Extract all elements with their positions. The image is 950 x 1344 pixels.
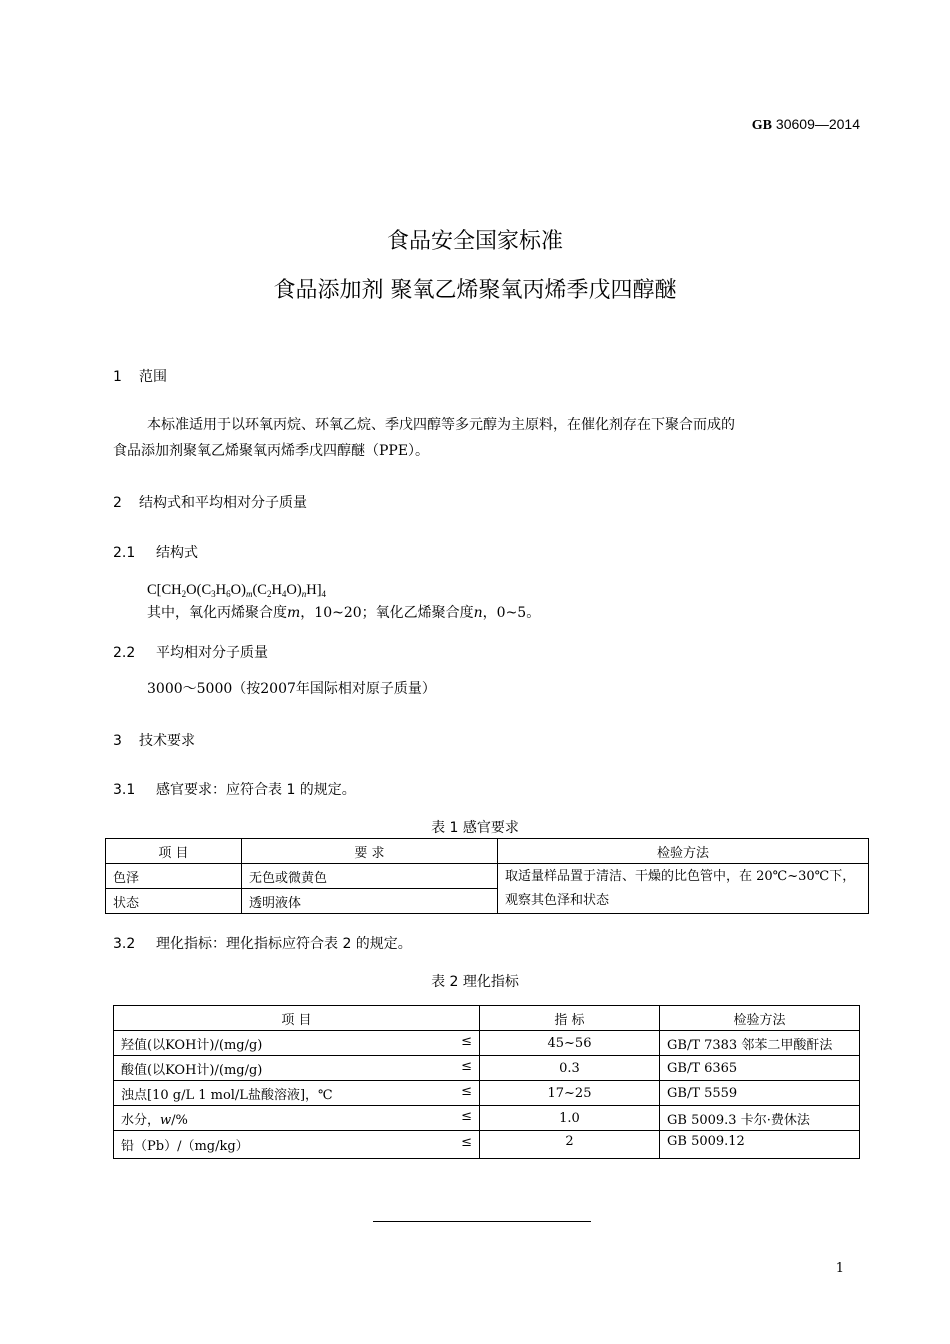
section-2-1-heading: 2.1 结构式 <box>113 545 198 561</box>
table2-header-index: 指 标 <box>480 1006 660 1031</box>
table2 <box>113 1005 860 1159</box>
table-row <box>114 1081 860 1106</box>
section-3-1-heading: 3.1 感官要求：应符合表 1 的规定。 <box>113 782 356 798</box>
table2-caption: 表 2 理化指标 <box>431 974 519 990</box>
table1-cell-requirement: 无色或微黄色 <box>242 864 498 889</box>
table2-cell-item: 浊点[10 g/L 1 mol/L盐酸溶液]，℃ ≤ <box>114 1081 480 1106</box>
table1-header-requirement: 要 求 <box>242 839 498 864</box>
table2-cell-method: GB/T 7383 邻苯二甲酸酐法 <box>660 1031 860 1056</box>
table2-cell-method: GB/T 6365 <box>660 1056 860 1081</box>
page-number: 1 <box>835 1261 844 1276</box>
table-row <box>106 864 869 889</box>
table1-cell-requirement: 透明液体 <box>242 889 498 914</box>
table2-cell-value: 2 <box>480 1131 660 1159</box>
table-row <box>114 1131 860 1159</box>
table1-header-item: 项 目 <box>106 839 242 864</box>
table2-header-row <box>114 1006 860 1031</box>
table1-header-row <box>106 839 869 864</box>
section-1-heading: 1 范围 <box>113 369 167 385</box>
table2-cell-method: GB/T 5559 <box>660 1081 860 1106</box>
table1-header-method: 检验方法 <box>498 839 869 864</box>
table2-cell-value: 45~56 <box>480 1031 660 1056</box>
standard-number: GB 30609—2014 <box>751 116 860 133</box>
doc-title-line1: 食品安全国家标准 <box>386 229 563 254</box>
table-row <box>114 1056 860 1081</box>
molecular-mass-text: 3000～5000（按2007年国际相对原子质量） <box>147 681 436 697</box>
section-3-2-heading: 3.2 理化指标：理化指标应符合表 2 的规定。 <box>113 936 412 952</box>
table2-cell-method: GB 5009.3 卡尔·费休法 <box>660 1106 860 1131</box>
table2-cell-item: 羟值(以KOH计)/(mg/g) ≤ <box>114 1031 480 1056</box>
table1-caption: 表 1 感官要求 <box>431 820 519 836</box>
table2-cell-value: 1.0 <box>480 1106 660 1131</box>
table2-cell-method: GB 5009.12 <box>660 1131 860 1159</box>
table1-cell-method: 取适量样品置于清洁、干燥的比色管中，在 20℃~30℃下， 观察其色泽和状态 <box>498 864 869 914</box>
table2-cell-item: 水分，w/% ≤ <box>114 1106 480 1131</box>
table2-cell-value: 17~25 <box>480 1081 660 1106</box>
table2-cell-value: 0.3 <box>480 1056 660 1081</box>
doc-title-line2: 食品添加剂 聚氧乙烯聚氧丙烯季戊四醇醚 <box>273 278 677 303</box>
table2-header-method: 检验方法 <box>660 1006 860 1031</box>
section-1-text-line2: 食品添加剂聚氧乙烯聚氧丙烯季戊四醇醚（PPE）。 <box>113 443 430 459</box>
structural-formula: $C[CH_2O(C_3H_6O)_m(C_2H_4O)_nH]_4$ <box>147 582 327 599</box>
table2-cell-item: 铅（Pb）/（mg/kg） ≤ <box>114 1131 480 1159</box>
section-3-heading: 3 技术要求 <box>113 733 195 749</box>
section-2-2-heading: 2.2 平均相对分子质量 <box>113 645 268 661</box>
table1-cell-item: 色泽 <box>106 864 242 889</box>
table-row <box>114 1106 860 1131</box>
table1 <box>105 838 869 914</box>
section-1-text-line1: 本标准适用于以环氧丙烷、环氧乙烷、季戊四醇等多元醇为主原料，在催化剂存在下聚合而成的 <box>147 417 735 433</box>
table1-cell-item: 状态 <box>106 889 242 914</box>
section-2-heading: 2 结构式和平均相对分子质量 <box>113 495 307 511</box>
table2-cell-item: 酸值(以KOH计)/(mg/g) ≤ <box>114 1056 480 1081</box>
formula-note: 其中，氧化丙烯聚合度m，10~20；氧化乙烯聚合度n，0~5。 <box>147 605 541 621</box>
table-row <box>114 1031 860 1056</box>
table2-header-item: 项 目 <box>114 1006 480 1031</box>
end-rule <box>373 1221 591 1222</box>
